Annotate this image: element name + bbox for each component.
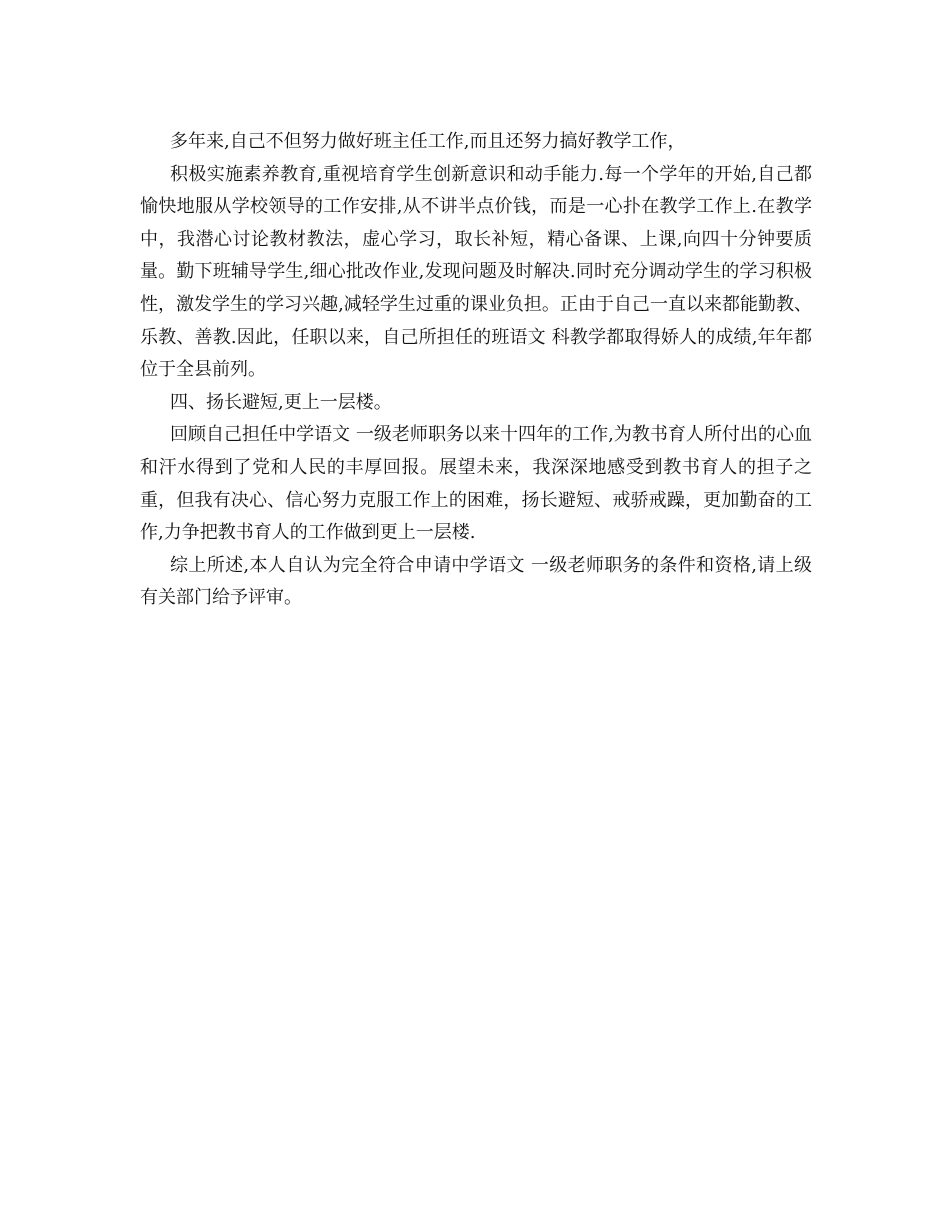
paragraph-conclusion: 综上所述,本人自认为完全符合申请中学语文 一级老师职务的条件和资格,请上级有关部门给予评审。 <box>140 554 812 609</box>
section-heading-four: 四、扬长避短,更上一层楼。 <box>170 391 392 413</box>
paragraph-teaching: 积极实施素养教育,重视培育学生创新意识和动手能力.每一个学年的开始,自己都愉快地服从学校领导的工作安排,从不讲半点价钱，而是一心扑在教学工作上.在教学中，我潜心讨论教材教法，虚心学习，取长补短，精心备课、上课,向四十分钟要质量。勤下班辅导学生,细心批改作业,发现问题及时解决.同时充分调动学生的学习积极性，激发学生的学习兴趣,减轻学生过重的课业负担。正由于自己一直以来都能勤教、乐教、善教.因此，任职以来，自己所担任的班语文 科教学都取得娇人的成绩,年年都位于全县前列。 <box>140 163 812 381</box>
document-body <box>140 126 812 615</box>
paragraph-review: 回顾自己担任中学语文 一级老师职务以来十四年的工作,为教书育人所付出的心血和汗水得到了党和人民的丰厚回报。展望未来，我深深地感受到教书育人的担子之重，但我有决心、信心努力克服工作上的困难，扬长避短、戒骄戒躁，更加勤奋的工作,力争把教书育人的工作做到更上一层楼. <box>140 424 812 544</box>
paragraph-intro: 多年来,自己不但努力做好班主任工作,而且还努力搞好教学工作， <box>170 131 686 152</box>
